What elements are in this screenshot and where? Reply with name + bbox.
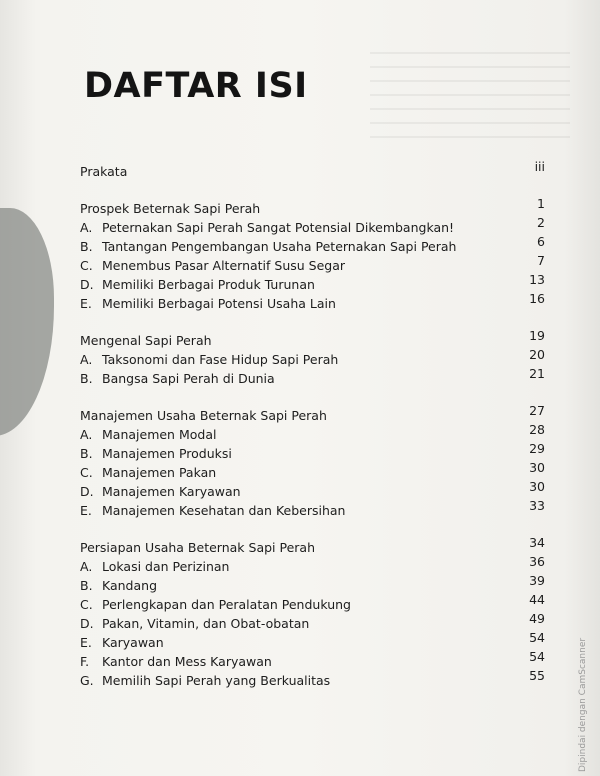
toc-section-title: Mengenal Sapi Perah	[80, 333, 212, 348]
toc-entry-label: Lokasi dan Perizinan	[102, 559, 230, 574]
toc-entry-label: Peternakan Sapi Perah Sangat Potensial Dikembangkan!	[102, 220, 455, 235]
toc-page-number: 55	[529, 668, 545, 683]
bleed-through-text	[370, 40, 570, 140]
toc-page-number: 30	[529, 479, 545, 494]
toc-entry-label: Manajemen Modal	[102, 427, 217, 442]
toc-page-number: 16	[529, 291, 545, 306]
toc-page-number: 30	[529, 460, 545, 475]
toc-page-number: 27	[529, 403, 545, 418]
toc-entry-label: Karyawan	[102, 635, 164, 650]
toc-entry-label: Taksonomi dan Fase Hidup Sapi Perah	[102, 352, 339, 367]
toc-entry[interactable]	[80, 253, 550, 275]
toc-section-heading[interactable]	[80, 535, 550, 557]
toc-entry-letter: E.	[80, 635, 92, 650]
toc-page-number: 54	[529, 649, 545, 664]
page-title: DAFTAR ISI	[84, 66, 308, 106]
toc-entry-letter: C.	[80, 597, 93, 612]
toc-entry-label: Memiliki Berbagai Potensi Usaha Lain	[102, 296, 336, 311]
toc-page-number: 49	[529, 611, 545, 626]
toc-entry-letter: A.	[80, 559, 93, 574]
toc-entry[interactable]	[80, 272, 550, 294]
toc-page-number: 19	[529, 328, 545, 343]
toc-page-number: 13	[529, 272, 545, 287]
toc-entry[interactable]	[80, 291, 550, 313]
toc-entry-label: Memiliki Berbagai Produk Turunan	[102, 277, 315, 292]
toc-entry-letter: A.	[80, 352, 93, 367]
toc-entry-label: Kantor dan Mess Karyawan	[102, 654, 272, 669]
toc-entry-label: Manajemen Kesehatan dan Kebersihan	[102, 503, 346, 518]
toc-entry-letter: B.	[80, 578, 93, 593]
toc-entry-label: Manajemen Pakan	[102, 465, 217, 480]
toc-entry-letter: C.	[80, 465, 93, 480]
toc-entry-letter: D.	[80, 484, 94, 499]
toc-entry[interactable]	[80, 441, 550, 463]
toc-page-number: 6	[537, 234, 545, 249]
toc-entry-letter: G.	[80, 673, 94, 688]
toc-entry[interactable]	[80, 573, 550, 595]
toc-entry-letter: B.	[80, 239, 93, 254]
toc-entry-label: Kandang	[102, 578, 158, 593]
toc-entry-label: Tantangan Pengembangan Usaha Peternakan Sapi Perah	[102, 239, 457, 254]
toc-entry-letter: D.	[80, 616, 94, 631]
toc-page-number: 21	[529, 366, 545, 381]
toc-entry-letter: B.	[80, 446, 93, 461]
toc-entry[interactable]	[80, 479, 550, 501]
toc-page-number: 28	[529, 422, 545, 437]
toc-entry-label: Bangsa Sapi Perah di Dunia	[102, 371, 275, 386]
toc-page-number: 29	[529, 441, 545, 456]
toc-entry-label: Manajemen Karyawan	[102, 484, 241, 499]
toc-entry[interactable]	[80, 649, 550, 671]
toc-page-number: 2	[537, 215, 545, 230]
toc-page-number: 54	[529, 630, 545, 645]
toc-entry[interactable]	[80, 668, 550, 690]
toc-entry[interactable]	[80, 611, 550, 633]
toc-entry-letter: A.	[80, 427, 93, 442]
table-of-contents	[80, 159, 550, 690]
toc-page-number: 33	[529, 498, 545, 513]
toc-entry-letter: E.	[80, 296, 92, 311]
toc-entry-label: Manajemen Produksi	[102, 446, 232, 461]
toc-entry-letter: E.	[80, 503, 92, 518]
toc-entry[interactable]	[80, 215, 550, 237]
toc-entry-label: Perlengkapan dan Peralatan Pendukung	[102, 597, 351, 612]
toc-entry-label: Menembus Pasar Alternatif Susu Segar	[102, 258, 346, 273]
toc-entry-letter: A.	[80, 220, 93, 235]
toc-section-heading[interactable]	[80, 196, 550, 218]
toc-page-number: 44	[529, 592, 545, 607]
toc-page-number: 20	[529, 347, 545, 362]
toc-entry-label: Memilih Sapi Perah yang Berkualitas	[102, 673, 331, 688]
toc-section-heading[interactable]	[80, 328, 550, 350]
toc-entry[interactable]	[80, 592, 550, 614]
toc-sections	[80, 196, 550, 690]
toc-section-title: Manajemen Usaha Beternak Sapi Perah	[80, 408, 327, 423]
toc-entry[interactable]	[80, 630, 550, 652]
toc-entry-letter: C.	[80, 258, 93, 273]
toc-page-number: 1	[537, 196, 545, 211]
toc-page-number: 34	[529, 535, 545, 550]
toc-page-number: 36	[529, 554, 545, 569]
toc-page-number: iii	[534, 159, 545, 174]
toc-entry[interactable]	[80, 498, 550, 520]
toc-entry[interactable]	[80, 234, 550, 256]
toc-entry-letter: D.	[80, 277, 94, 292]
toc-entry[interactable]	[80, 366, 550, 388]
toc-entry[interactable]	[80, 422, 550, 444]
scan-shadow	[0, 208, 54, 436]
toc-entry-prakata[interactable]	[80, 159, 550, 181]
toc-page-number: 7	[537, 253, 545, 268]
toc-entry[interactable]	[80, 460, 550, 482]
toc-page-number: 39	[529, 573, 545, 588]
toc-section-heading[interactable]	[80, 403, 550, 425]
toc-entry-letter: B.	[80, 371, 93, 386]
toc-entry[interactable]	[80, 554, 550, 576]
toc-entry-letter: F.	[80, 654, 90, 669]
toc-section-title: Persiapan Usaha Beternak Sapi Perah	[80, 540, 315, 555]
toc-entry-label: Prakata	[80, 164, 128, 179]
toc-section-title: Prospek Beternak Sapi Perah	[80, 201, 261, 216]
toc-entry-label: Pakan, Vitamin, dan Obat-obatan	[102, 616, 310, 631]
toc-entry[interactable]	[80, 347, 550, 369]
scanner-watermark: Dipindai dengan CamScanner	[578, 637, 588, 772]
